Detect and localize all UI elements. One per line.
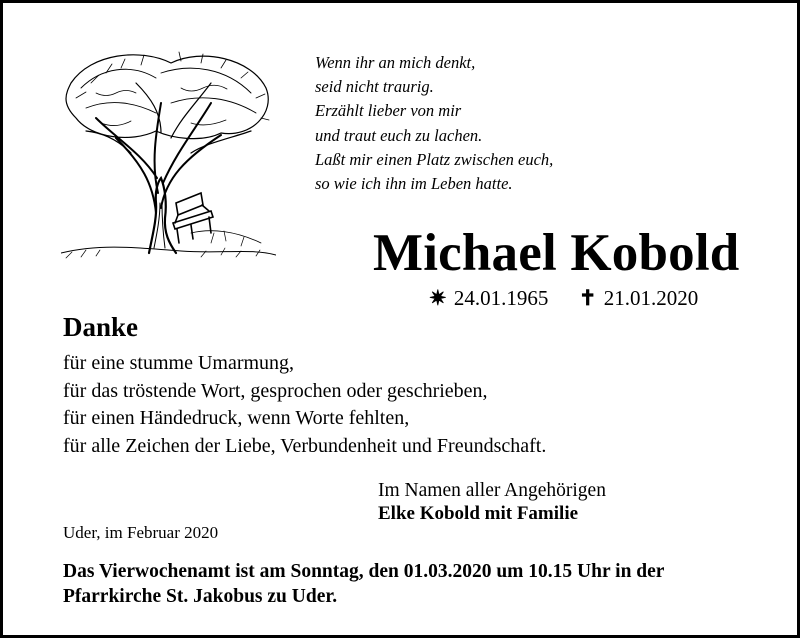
tree-with-bench-icon <box>61 43 276 265</box>
service-line: Das Vierwochenamt ist am Sonntag, den 01.03.2020 um 10.15 Uhr in der <box>63 561 665 582</box>
poem-line: Wenn ihr an mich denkt, <box>315 53 476 72</box>
place-date: Uder, im Februar 2020 <box>63 523 219 542</box>
death-date: 21.01.2020 <box>603 286 699 310</box>
thanks-text <box>63 350 546 460</box>
death-cross-icon: ✝ <box>578 286 597 310</box>
poem-line: Laßt mir einen Platz zwischen euch, <box>315 149 554 169</box>
poem-line: so wie ich ihn im Leben hatte. <box>315 174 513 194</box>
deceased-name: Michael Kobold <box>373 224 740 282</box>
signature-intro: Im Namen aller Angehörigen <box>378 480 606 501</box>
poem-line: Erzählt lieber von mir <box>315 101 462 121</box>
thanks-line: für alle Zeichen der Liebe, Verbundenheit und Freundschaft. <box>63 434 547 457</box>
poem <box>315 51 553 196</box>
thanks-heading: Danke <box>63 312 139 342</box>
birth-date: 24.01.1965 <box>453 286 549 310</box>
signature-family: Elke Kobold mit Familie <box>378 503 579 524</box>
life-dates <box>429 286 698 311</box>
poem-line: seid nicht traurig. <box>315 77 434 97</box>
thanks-line: für eine stumme Umarmung, <box>63 352 295 374</box>
thanks-line: für einen Händedruck, wenn Worte fehlten, <box>63 407 410 429</box>
birth-star-icon: ✷ <box>429 286 447 310</box>
service-announcement <box>63 559 664 609</box>
service-line: Pfarrkirche St. Jakobus zu Uder. <box>63 586 338 607</box>
poem-line: und traut euch zu lachen. <box>315 125 483 145</box>
thanks-line: für das tröstende Wort, gesprochen oder geschrieben, <box>63 379 488 402</box>
